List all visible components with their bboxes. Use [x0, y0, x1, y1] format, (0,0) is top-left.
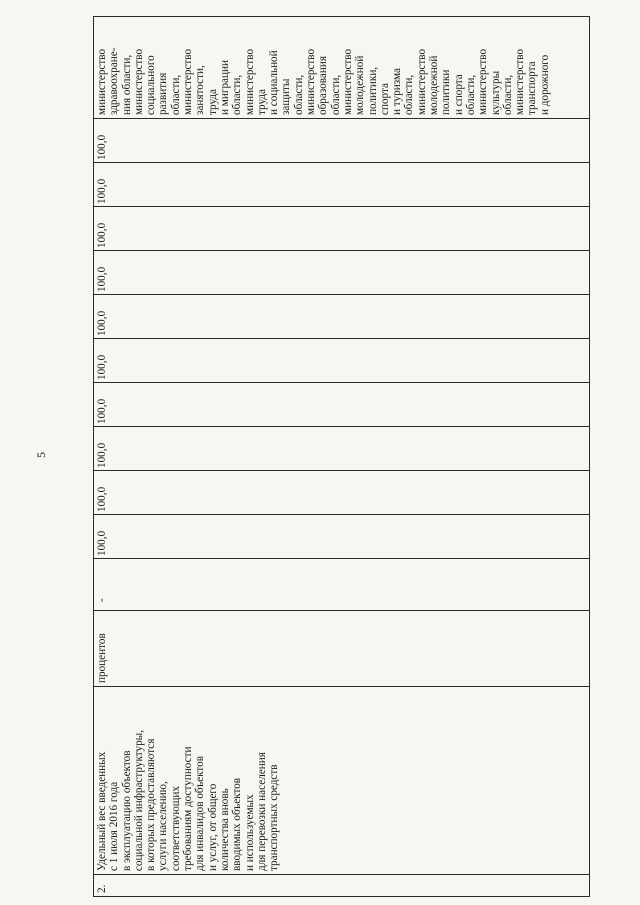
- value-cell: 100,0: [94, 251, 590, 295]
- unit-cell: процентов: [94, 611, 590, 687]
- executors-cell: министерство здравоохране- ния области, министерство социального развития области, министерство занятости, труда и миграции области, министерство труда и социальной защиты области, министерство образования области, министерство молодежной политики, спорта и туризма области, министерство молодежной политики и спорта области, министерство культуры области, министерство транспорта и дорожного: [94, 17, 590, 119]
- value-cell: 100,0: [94, 427, 590, 471]
- value-cell: 100,0: [94, 207, 590, 251]
- value-cell: 100,0: [94, 163, 590, 207]
- base-value-cell: -: [94, 559, 590, 611]
- value-cell: 100,0: [94, 515, 590, 559]
- value-cell: 100,0: [94, 295, 590, 339]
- indicator-table: [93, 16, 590, 897]
- row-index-cell: 2.: [94, 875, 590, 897]
- table-row: [94, 17, 590, 897]
- value-cell: 100,0: [94, 119, 590, 163]
- value-cell: 100,0: [94, 383, 590, 427]
- value-cell: 100,0: [94, 339, 590, 383]
- value-cell: 100,0: [94, 471, 590, 515]
- table-sheet: [93, 17, 590, 897]
- page-number: 5: [34, 452, 48, 458]
- indicator-name-cell: Удельный вес введенных с 1 июля 2016 года в эксплуатацию объектов социальной инфраструктуры, в которых предоставляются услуги населению, соответствующих требованиям доступности для инвалидов объектов и услуг, от общего количества вновь вводимых объектов и используемых для перевозки населения транспортных средств: [94, 687, 590, 875]
